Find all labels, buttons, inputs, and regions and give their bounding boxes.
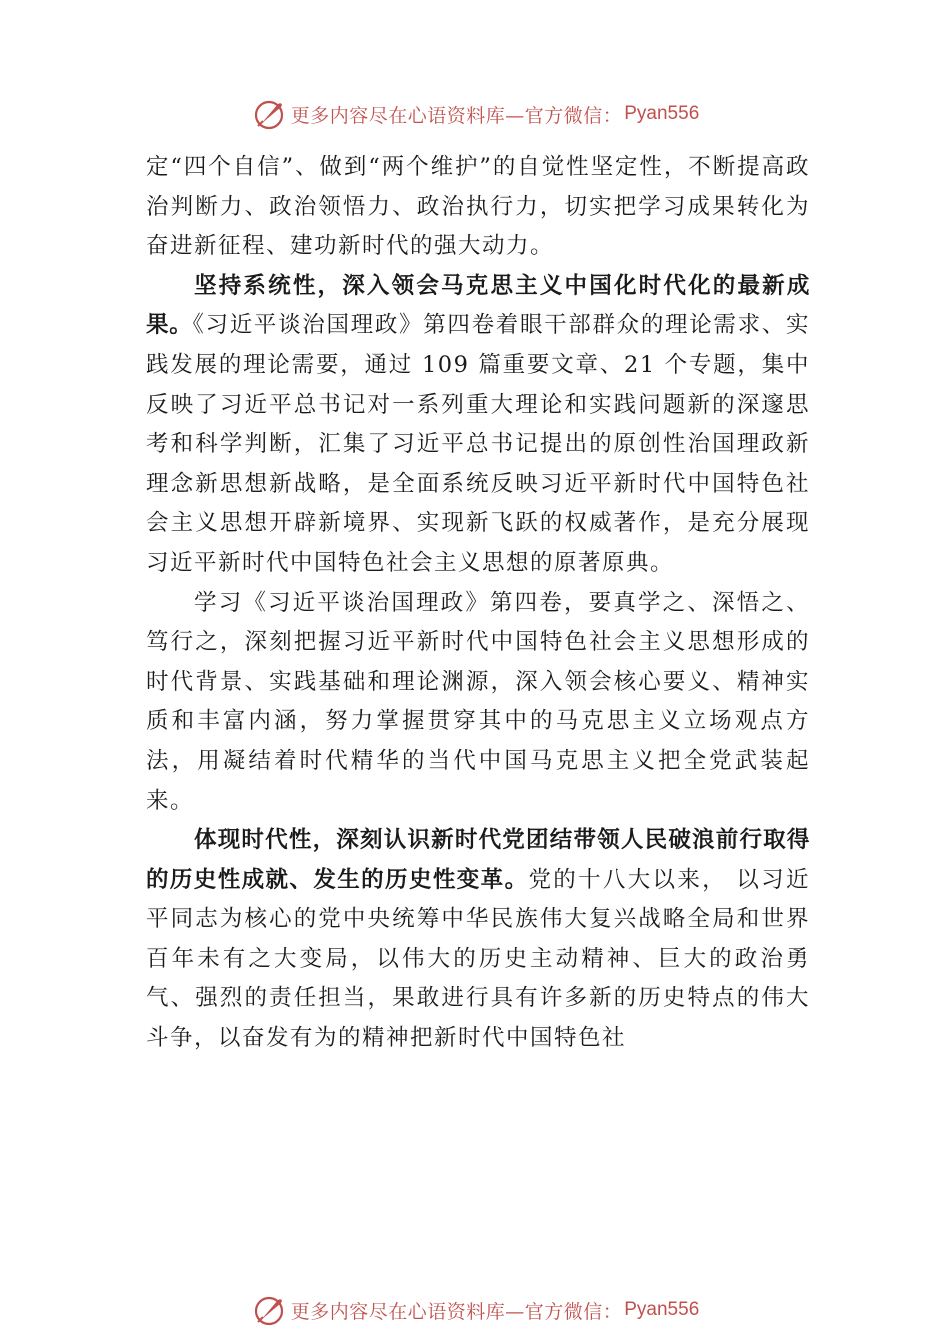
watermark-text: 更多内容尽在心语资料库—官方微信： (290, 104, 623, 127)
paragraph-1-text: 定“四个自信”、做到“两个维护”的自觉性坚定性，不断提高政治判断力、政治领悟力、政治执行力，切实把学习成果转化为奋进新征程、建功新时代的强大动力。 (146, 154, 810, 260)
paragraph-3-text: 学习《习近平谈治国理政》第四卷，要真学之、深悟之、笃行之，深刻把握习近平新时代中国特色社会主义思想形成的时代背景、实践基础和理论渊源，深入领会核心要义、精神实质和丰富内涵，努力掌握贯穿其中的马克思主义立场观点方法，用凝结着时代精华的当代中国马克思主义把全党武装起来。 (146, 589, 810, 814)
paragraph-3 (146, 584, 810, 822)
watermark-wechat-id: Pyan556 (624, 1299, 700, 1320)
footer-watermark (0, 1290, 950, 1330)
quill-logo-icon (251, 96, 287, 132)
paragraph-4-heading: 体现时代性，深刻认识新时代党团结带领人民破浪前行取得的历史性成就、发生的历史性变革。 (146, 827, 810, 893)
paragraph-2-heading: 坚持系统性，深入领会马克思主义中国化时代化的最新成果。 (146, 272, 810, 339)
paragraph-4 (146, 821, 810, 1059)
quill-logo-icon (251, 1292, 287, 1328)
document-body (146, 148, 810, 1059)
watermark-wechat-id: Pyan556 (624, 103, 700, 124)
paragraph-2-text: 《习近平谈治国理政》第四卷着眼干部群众的理论需求、实践发展的理论需要，通过 109 篇重要文章、21 个专题，集中反映了习近平总书记对一系列重大理论和实践问题新的深邃思考和科学判断，汇集了习近平总书记提出的原创性治国理政新理念新思想新战略，是全面系统反映习近平新时代中国特色社会主义思想开辟新境界、实现新飞跃的权威著作，是充分展现习近平新时代中国特色社会主义思想的原著原典。 (146, 312, 810, 576)
paragraph-4-text: 党的十八大以来， 以习近平同志为核心的党中央统筹中华民族伟大复兴战略全局和世界百年未有之大变局，以伟大的历史主动精神、巨大的政治勇气、强烈的责任担当，果敢进行具有许多新的历史特点的伟大斗争，以奋发有为的精神把新时代中国特色社 (146, 866, 810, 1052)
paragraph-2 (146, 267, 810, 584)
watermark-text: 更多内容尽在心语资料库—官方微信： (290, 1300, 623, 1323)
header-watermark (0, 94, 950, 134)
paragraph-1 (146, 148, 810, 267)
